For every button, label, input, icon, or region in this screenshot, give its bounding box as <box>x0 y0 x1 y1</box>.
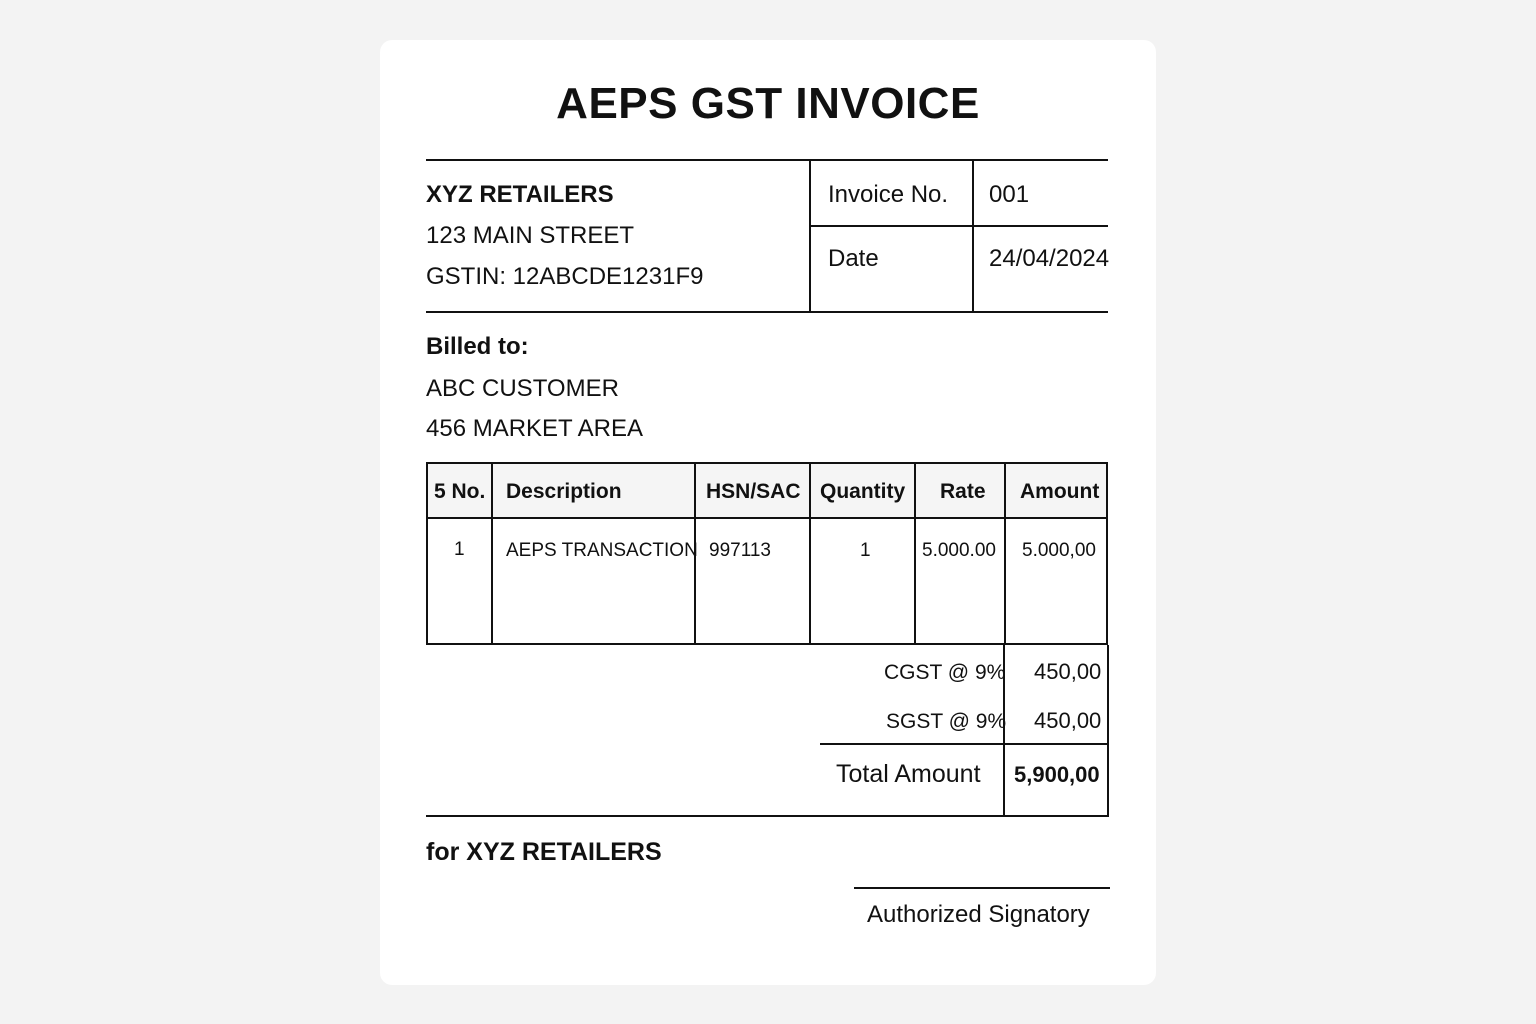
authorized-signatory-label: Authorized Signatory <box>867 901 1090 928</box>
invoice-no-value: 001 <box>989 181 1030 208</box>
header-top-rule <box>426 159 1108 161</box>
meta-row-divider <box>809 225 1108 227</box>
row-sno: 1 <box>454 539 465 560</box>
items-table <box>426 462 1108 645</box>
row-hsn: 997113 <box>709 540 771 561</box>
seller-address: 123 MAIN STREET <box>426 222 635 249</box>
total-value: 5,900,00 <box>1014 762 1100 787</box>
col-header-hsn: HSN/SAC <box>706 480 801 503</box>
sgst-value: 450,00 <box>1034 708 1102 733</box>
customer-name: ABC CUSTOMER <box>426 375 619 402</box>
row-quantity: 1 <box>860 540 871 561</box>
customer-address: 456 MARKET AREA <box>426 415 643 442</box>
cgst-label: CGST @ 9% <box>884 661 1006 684</box>
seller-name: XYZ RETAILERS <box>426 181 614 208</box>
row-rate: 5.000.00 <box>922 540 996 561</box>
col-header-description: Description <box>506 480 622 503</box>
totals-right-border <box>1107 645 1109 817</box>
col-divider <box>1004 464 1006 643</box>
total-label: Total Amount <box>836 760 981 788</box>
invoice-no-label: Invoice No. <box>828 181 949 208</box>
for-company-label: for XYZ RETAILERS <box>426 838 662 866</box>
invoice-title: AEPS GST INVOICE <box>556 79 980 128</box>
total-rule <box>820 743 1109 745</box>
header-bottom-rule <box>426 311 1108 313</box>
sgst-label: SGST @ 9% <box>886 710 1007 733</box>
cgst-value: 450,00 <box>1034 659 1102 684</box>
meta-divider <box>972 159 974 313</box>
row-amount: 5.000,00 <box>1022 540 1096 561</box>
col-header-rate: Rate <box>940 480 986 503</box>
col-header-amount: Amount <box>1020 480 1100 503</box>
seller-gstin: GSTIN: 12ABCDE1231F9 <box>426 263 704 290</box>
col-divider <box>491 464 493 643</box>
col-header-quantity: Quantity <box>820 480 906 503</box>
totals-bottom-rule <box>426 815 1109 817</box>
col-divider <box>809 464 811 643</box>
col-divider <box>914 464 916 643</box>
header-divider <box>809 159 811 313</box>
billed-to-label: Billed to: <box>426 333 529 360</box>
col-header-sno: 5 No. <box>434 480 486 503</box>
date-value: 24/04/2024 <box>989 245 1110 272</box>
date-label: Date <box>828 245 879 272</box>
signature-line <box>854 887 1110 889</box>
row-description: AEPS TRANSACTION <box>506 540 698 561</box>
